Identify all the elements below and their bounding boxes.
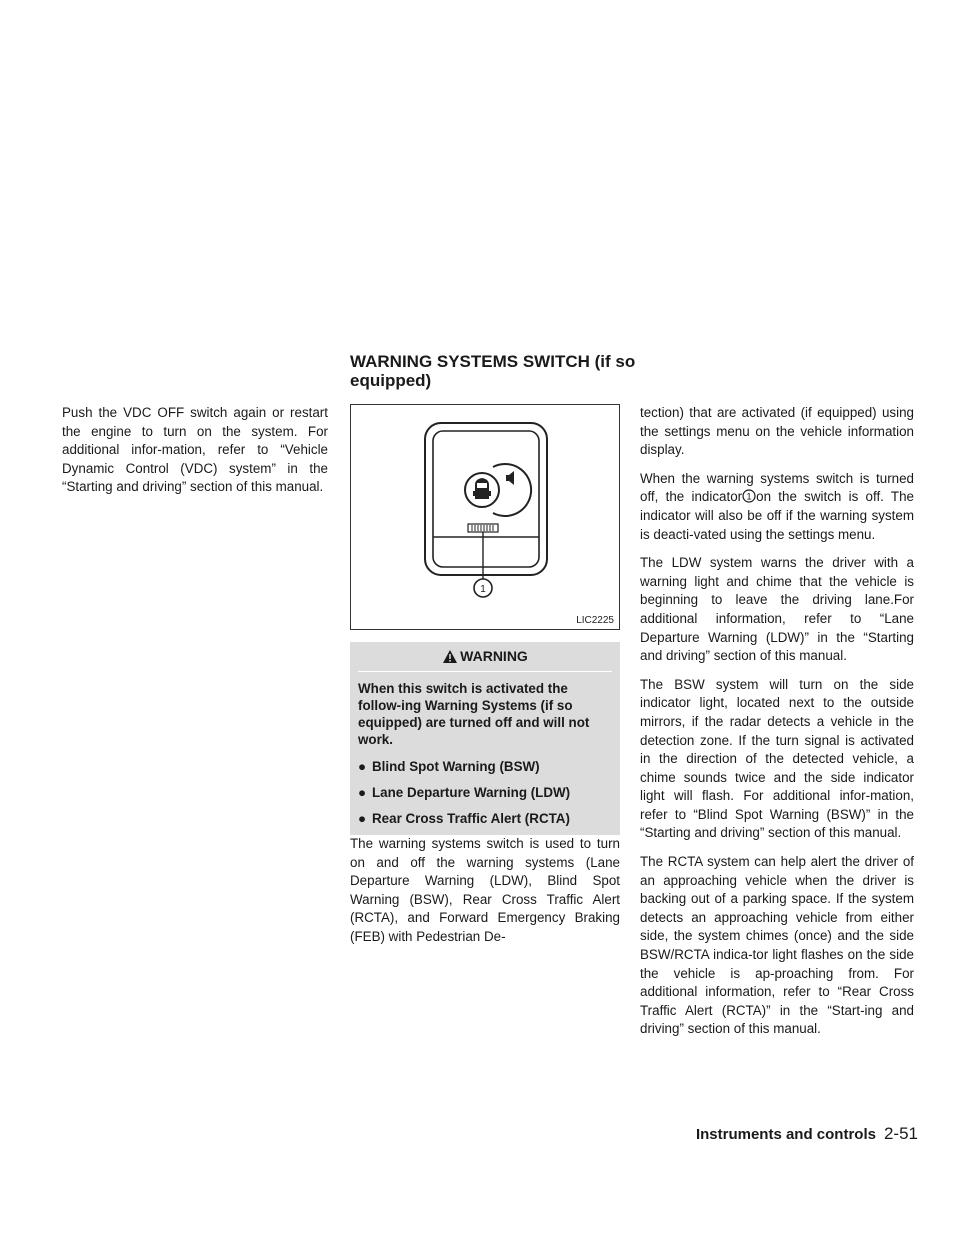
warning-triangle-icon bbox=[442, 649, 458, 664]
list-item: ● Rear Cross Traffic Alert (RCTA) bbox=[358, 811, 570, 826]
svg-text:1: 1 bbox=[746, 491, 752, 502]
warning-systems-switch-diagram bbox=[351, 405, 619, 629]
callout-number: 1 bbox=[480, 584, 486, 595]
warning-text: When this switch is activated the follow-ing Warning Systems (if so equipped) are turned off and will not work. bbox=[358, 681, 590, 747]
bullet-icon: ● bbox=[358, 785, 367, 800]
paragraph-ldw: The LDW system warns the driver with a warning light and chime that the vehicle is beginning to leave the driving lane.For additional information, refer to “Lane Departure Warning (LDW)” in the “Starting and driving” section of this manual. bbox=[640, 555, 914, 664]
warning-header bbox=[358, 648, 612, 672]
paragraph-rcta: The RCTA system can help alert the driver of an approaching vehicle when the driver is backing out of a parking space. If the system detects an approaching vehicle from either side, the system chimes (once) and the side BSW/RCTA indica-tor light flashes on the side the vehicle is ap-proaching from. For additional information, refer to “Rear Cross Traffic Alert (RCTA)” in the “Start-ing and driving” section of this manual. bbox=[640, 854, 914, 1037]
list-item: ● Blind Spot Warning (BSW) bbox=[358, 759, 540, 774]
paragraph-settings-menu: tection) that are activated (if equipped) using the settings menu on the vehicle information display. bbox=[640, 405, 914, 458]
list-item: ● Lane Departure Warning (LDW) bbox=[358, 785, 571, 800]
switch-illustration bbox=[350, 404, 620, 630]
footer-section-name: Instruments and controls bbox=[695, 1126, 876, 1143]
figure-code: LIC2225 bbox=[576, 615, 614, 626]
page-number: 2-51 bbox=[883, 1124, 918, 1143]
paragraph-bsw: The BSW system will turn on the side indicator light, located next to the outside mirrors, if the radar detects a vehicle in the detection zone. If the turn signal is activated in the direction of the detected vehicle, a chime sounds twice and the side indicator light will flash. For additional infor-mation, refer to “Blind Spot Warning (BSW)” in the “Starting and driving” section of this manual. bbox=[640, 676, 914, 841]
bullet-icon: ● bbox=[358, 811, 367, 826]
callout-1-icon bbox=[742, 489, 756, 503]
warning-heading: WARNING bbox=[460, 648, 528, 664]
column-right bbox=[640, 404, 914, 1049]
warning-list bbox=[358, 758, 612, 827]
section-title: WARNING SYSTEMS SWITCH (if so equipped) bbox=[350, 352, 636, 390]
column-left bbox=[62, 404, 328, 507]
column-middle bbox=[350, 404, 620, 957]
paragraph-vdc-restart: Push the VDC OFF switch again or restart the engine to turn on the system. For additional infor-mation, refer to “Vehicle Dynamic Control (VDC) system” in the “Starting and driving” section of this manual. bbox=[62, 405, 328, 495]
bullet-icon: ● bbox=[358, 759, 367, 774]
paragraph-indicator: When the warning systems switch is turned off, the indicator 1 on the switch is off. The indicator will also be off if the warning system is deacti-vated using the settings menu. bbox=[640, 470, 914, 542]
paragraph-switch-usage: The warning systems switch is used to turn on and off the warning systems (Lane Departure Warning (LDW), Blind Spot Warning (BSW), Rear Cross Traffic Alert (RCTA), and Forward Emergency Braking (FEB) with Pedestrian De- bbox=[350, 836, 620, 944]
warning-box bbox=[350, 642, 620, 835]
page-footer bbox=[696, 1124, 918, 1144]
